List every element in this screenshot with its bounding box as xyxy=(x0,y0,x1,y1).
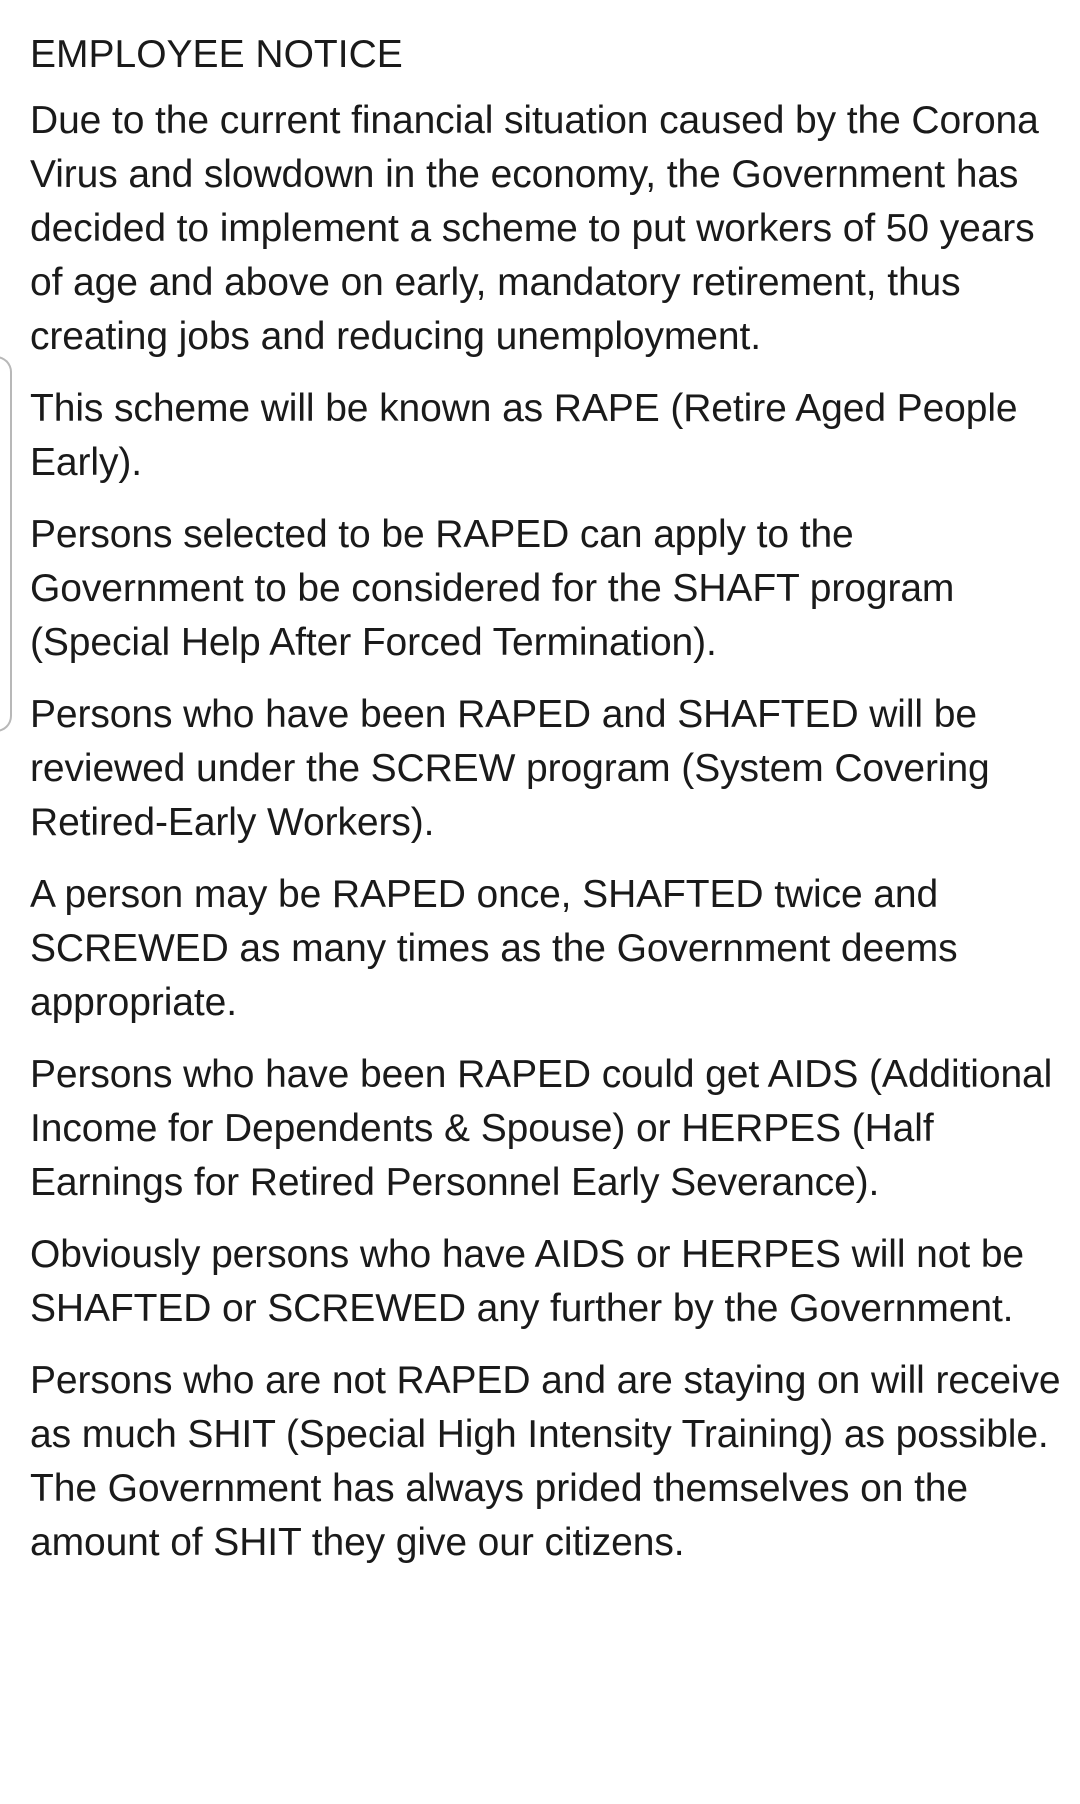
notice-document xyxy=(30,28,1065,1588)
scroll-edge-indicator xyxy=(0,356,12,732)
notice-paragraph-7: Obviously persons who have AIDS or HERPES will not be SHAFTED or SCREWED any further by the Government. xyxy=(30,1233,1024,1330)
notice-paragraph-2: This scheme will be known as RAPE (Retire Aged People Early). xyxy=(30,387,1018,484)
notice-paragraph-4: Persons who have been RAPED and SHAFTED will be reviewed under the SCREW program (System Covering Retired-Early Workers). xyxy=(30,693,990,844)
notice-paragraph-3: Persons selected to be RAPED can apply to the Government to be considered for the SHAFT program (Special Help After Forced Termination). xyxy=(30,513,955,664)
notice-paragraph-1: Due to the current financial situation caused by the Corona Virus and slowdown in the economy, the Government has decided to implement a scheme to put workers of 50 years of age and above on early, mandatory retirement, thus creating jobs and reducing unemployment. xyxy=(30,99,1039,358)
notice-paragraph-8: Persons who are not RAPED and are staying on will receive as much SHIT (Special High Intensity Training) as possible. The Government has always prided themselves on the amount of SHIT they give our citizens. xyxy=(30,1359,1061,1564)
notice-title: EMPLOYEE NOTICE xyxy=(30,33,403,76)
notice-paragraph-5: A person may be RAPED once, SHAFTED twice and SCREWED as many times as the Government deems appropriate. xyxy=(30,873,958,1024)
notice-paragraph-6: Persons who have been RAPED could get AIDS (Additional Income for Dependents & Spouse) or HERPES (Half Earnings for Retired Personnel Early Severance). xyxy=(30,1053,1053,1204)
